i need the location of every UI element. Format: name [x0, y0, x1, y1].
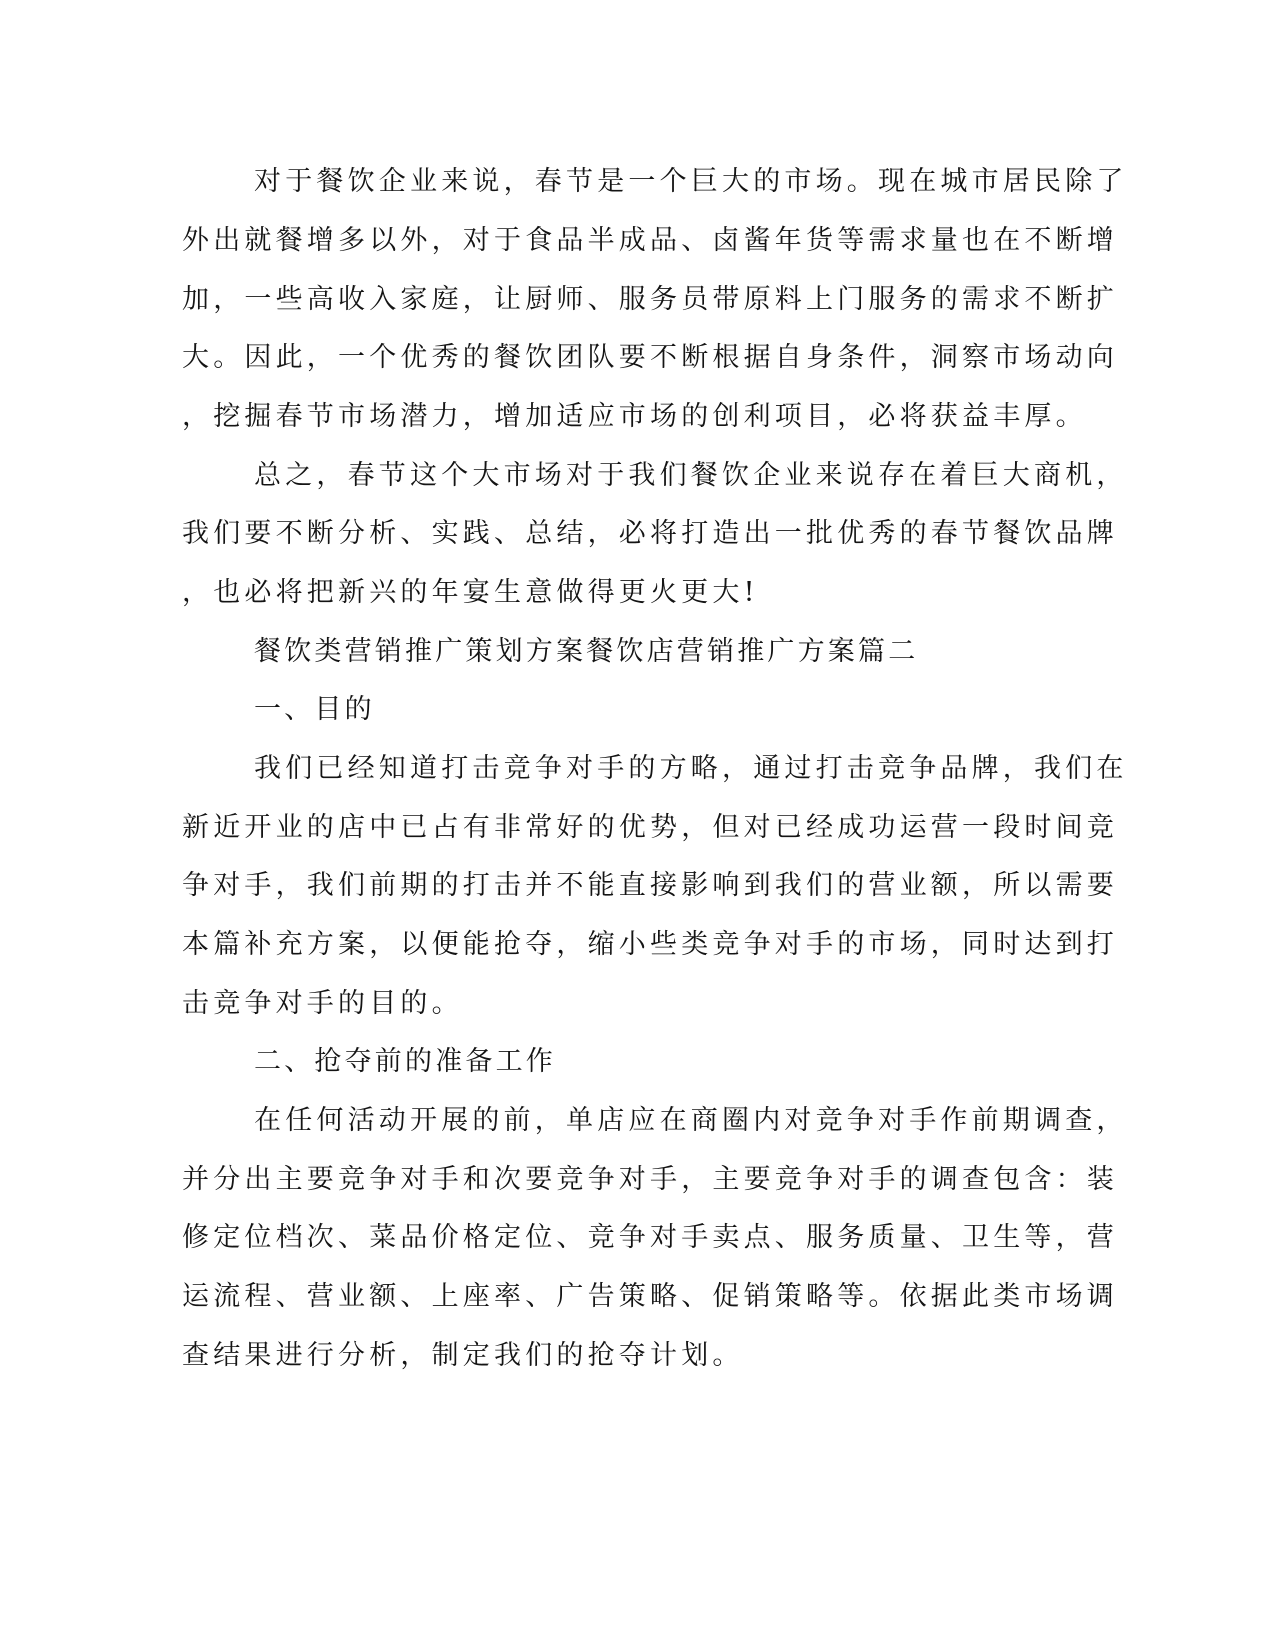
paragraph-1-line-4: 大。因此，一个优秀的餐饮团队要不断根据自身条件，洞察市场动向	[182, 342, 1118, 373]
heading-preparation: 二、抢夺前的准备工作	[254, 1046, 556, 1077]
paragraph-2-line-2: 我们要不断分析、实践、总结，必将打造出一批优秀的春节餐饮品牌	[182, 518, 1118, 549]
paragraph-3-line-2: 新近开业的店中已占有非常好的优势，但对已经成功运营一段时间竞	[182, 812, 1118, 843]
paragraph-2-line-1: 总之，春节这个大市场对于我们餐饮企业来说存在着巨大商机，	[254, 460, 1128, 491]
paragraph-1-line-1: 对于餐饮企业来说，春节是一个巨大的市场。现在城市居民除了	[254, 166, 1128, 197]
paragraph-1-line-3: 加，一些高收入家庭，让厨师、服务员带原料上门服务的需求不断扩	[182, 284, 1118, 315]
paragraph-1-line-5: ，挖掘春节市场潜力，增加适应市场的创利项目，必将获益丰厚。	[182, 401, 1087, 432]
paragraph-4-line-2: 并分出主要竞争对手和次要竞争对手，主要竞争对手的调查包含：装	[182, 1164, 1118, 1195]
paragraph-3-line-1: 我们已经知道打击竞争对手的方略，通过打击竞争品牌，我们在	[254, 753, 1128, 784]
paragraph-3-line-4: 本篇补充方案，以便能抢夺，缩小些类竞争对手的市场，同时达到打	[182, 929, 1118, 960]
section-title: 餐饮类营销推广策划方案餐饮店营销推广方案篇二	[254, 636, 919, 667]
heading-purpose: 一、目的	[254, 694, 375, 725]
paragraph-4-line-3: 修定位档次、菜品价格定位、竞争对手卖点、服务质量、卫生等，营	[182, 1222, 1118, 1253]
paragraph-4-line-4: 运流程、营业额、上座率、广告策略、促销策略等。依据此类市场调	[182, 1281, 1118, 1312]
paragraph-3-line-3: 争对手，我们前期的打击并不能直接影响到我们的营业额，所以需要	[182, 870, 1118, 901]
paragraph-3-line-5: 击竞争对手的目的。	[182, 988, 463, 1019]
paragraph-4-line-5: 查结果进行分析，制定我们的抢夺计划。	[182, 1340, 744, 1371]
paragraph-1-line-2: 外出就餐增多以外，对于食品半成品、卤酱年货等需求量也在不断增	[182, 225, 1118, 256]
paragraph-2-line-3: ，也必将把新兴的年宴生意做得更火更大!	[182, 577, 759, 608]
paragraph-4-line-1: 在任何活动开展的前，单店应在商圈内对竞争对手作前期调查，	[254, 1105, 1128, 1136]
